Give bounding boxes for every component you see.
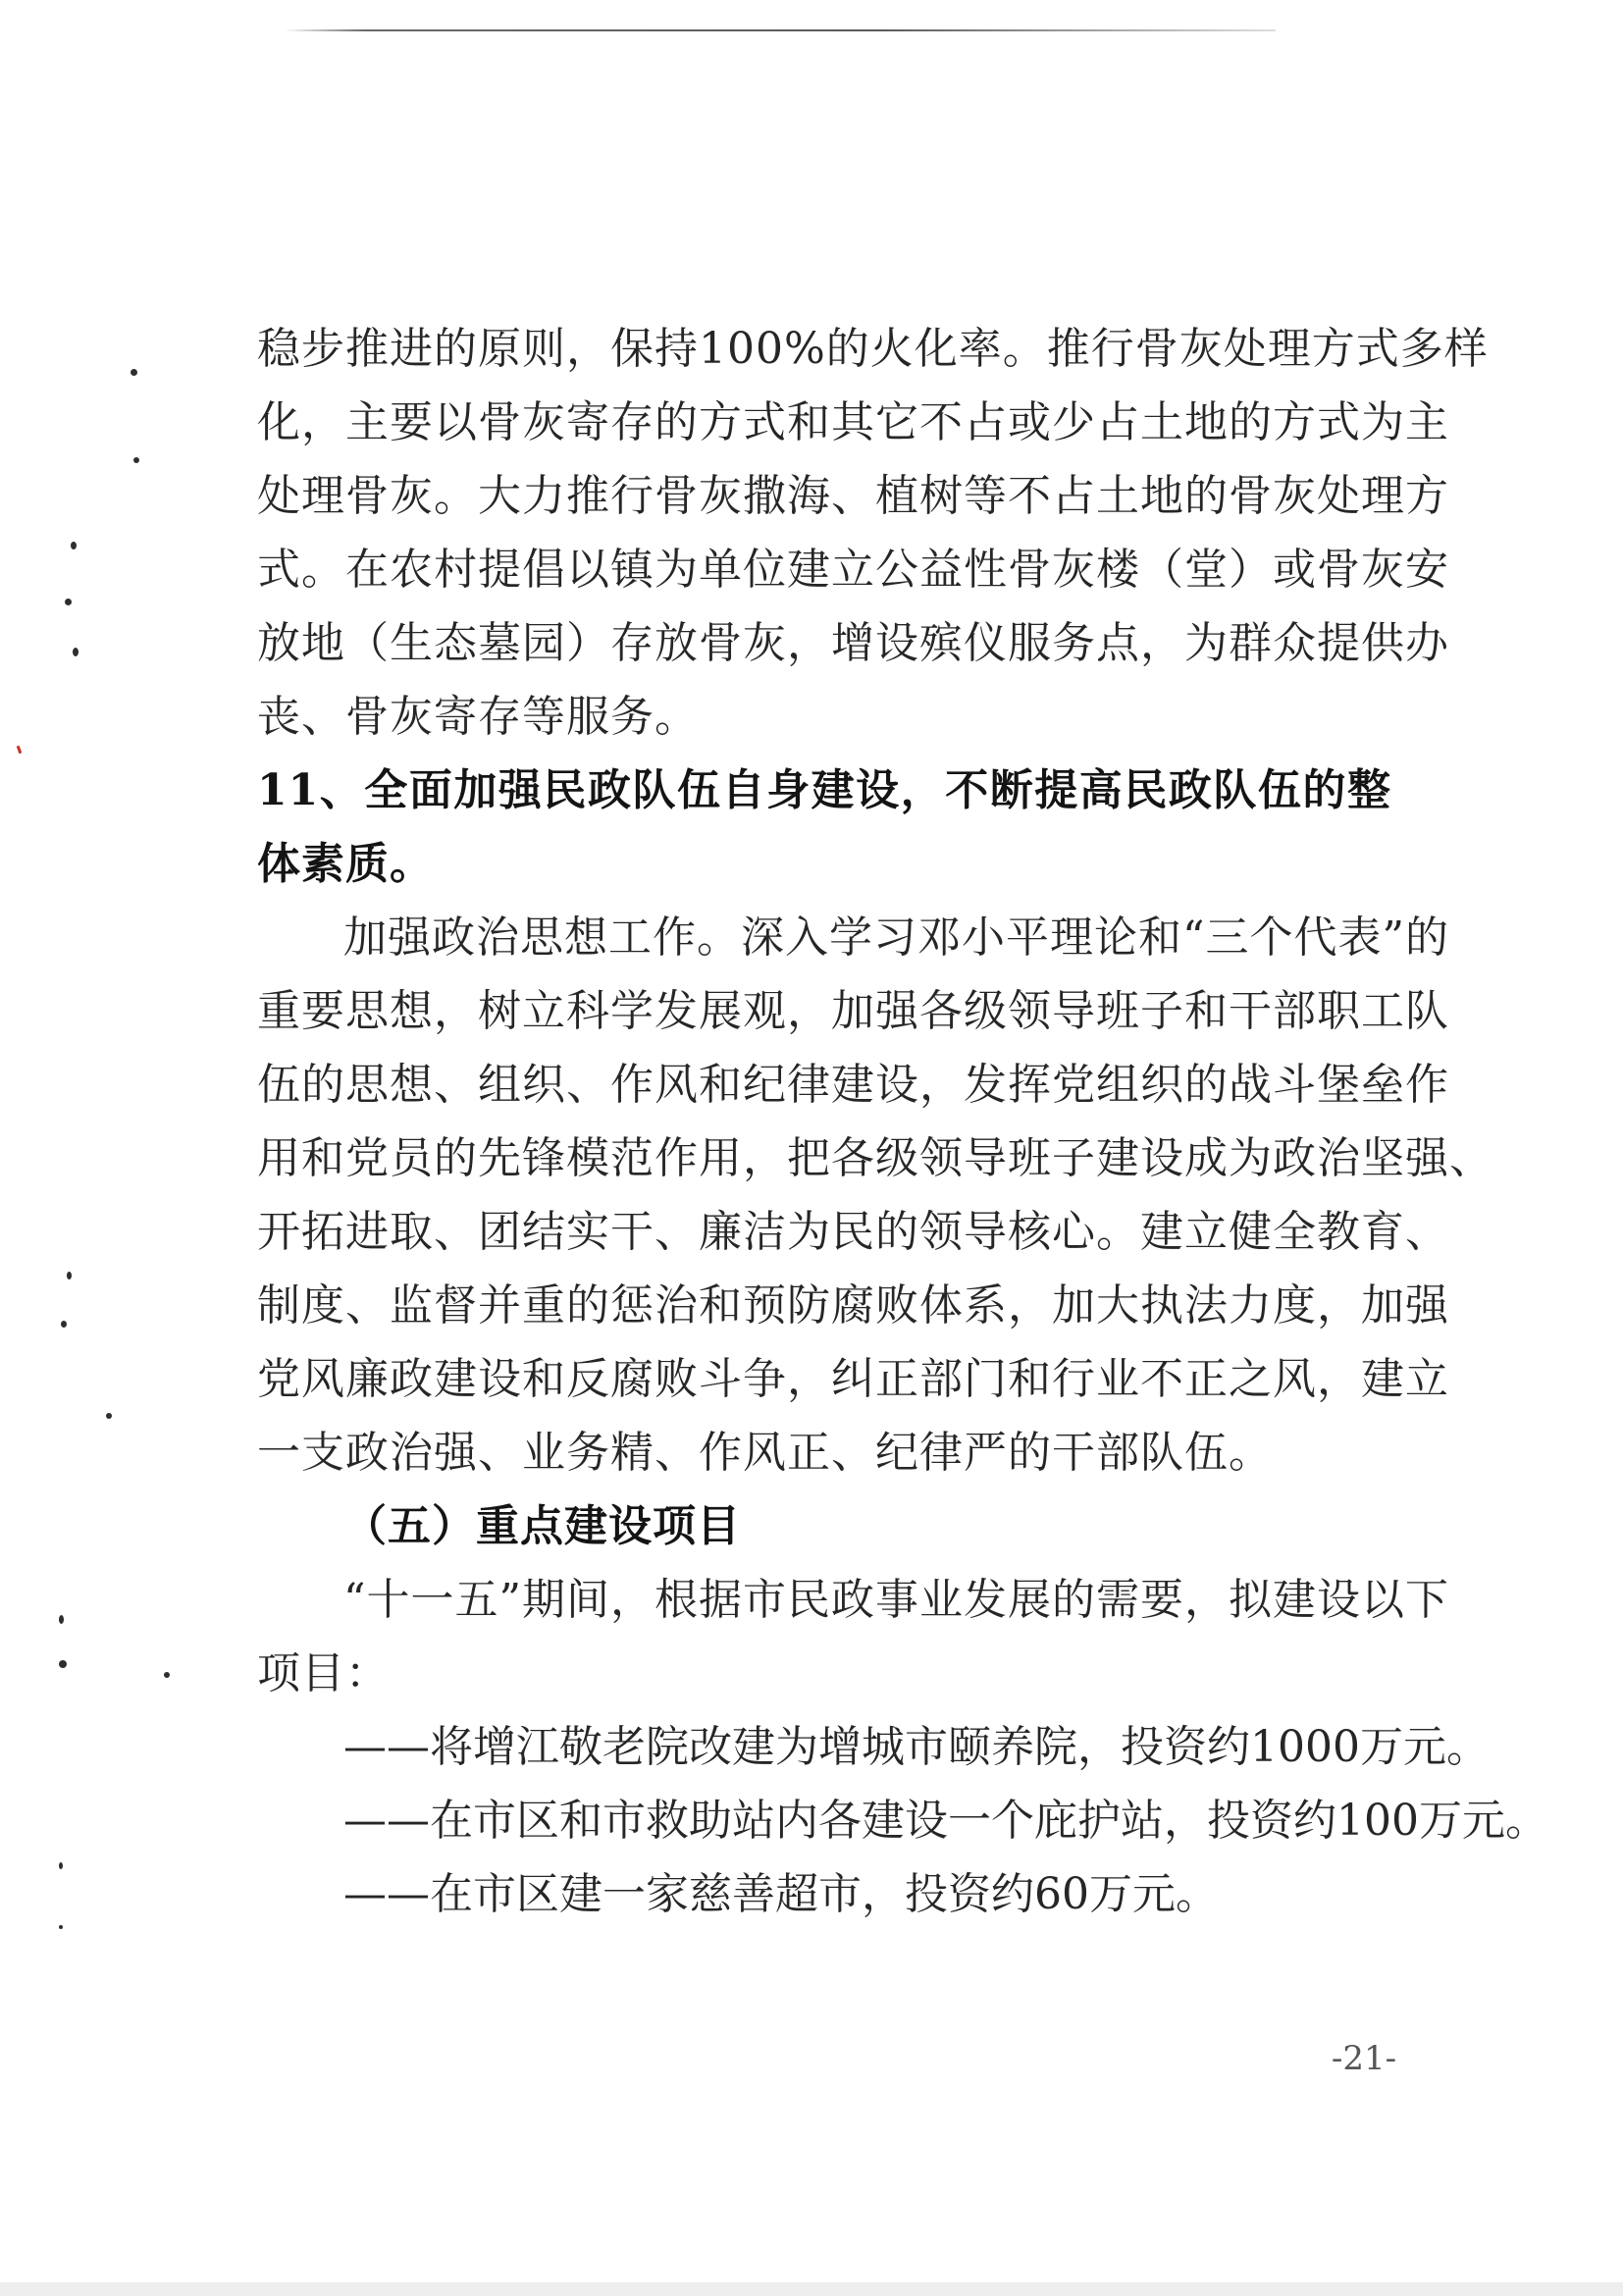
body-line: 式。在农村提倡以镇为单位建立公益性骨灰楼（堂）或骨灰安 bbox=[257, 545, 1449, 595]
body-line: 处理骨灰。大力推行骨灰撒海、植树等不占土地的骨灰处理方 bbox=[257, 471, 1449, 521]
body-line: 加强政治思想工作。深入学习邓小平理论和“三个代表”的 bbox=[343, 913, 1449, 963]
section-heading: 体素质。 bbox=[257, 839, 434, 889]
list-item: ——在市区建一家慈善超市，投资约60万元。 bbox=[343, 1869, 1219, 1919]
document-body bbox=[257, 312, 1548, 1931]
body-line: 丧、骨灰寄存等服务。 bbox=[257, 692, 699, 742]
scan-red-mark bbox=[17, 746, 23, 755]
body-line: 党风廉政建设和反腐败斗争，纠正部门和行业不正之风，建立 bbox=[257, 1354, 1449, 1404]
scan-speck bbox=[133, 457, 139, 463]
scan-speck bbox=[67, 1272, 72, 1279]
scan-speck bbox=[61, 1321, 67, 1328]
subheading: （五）重点建设项目 bbox=[343, 1501, 741, 1551]
scan-speck bbox=[131, 369, 137, 376]
body-line: 制度、监督并重的惩治和预防腐败体系，加大执法力度，加强 bbox=[257, 1280, 1449, 1331]
section-heading: 11、全面加强民政队伍自身建设，不断提高民政队伍的整 bbox=[257, 765, 1391, 815]
scan-speck bbox=[59, 1925, 63, 1929]
scan-speck bbox=[65, 599, 72, 605]
scan-bottom-edge bbox=[0, 2282, 1623, 2296]
scan-speck bbox=[71, 542, 77, 549]
scan-speck bbox=[73, 648, 79, 656]
page-number: -21- bbox=[1331, 2039, 1397, 2078]
body-line: 稳步推进的原则，保持100%的火化率。推行骨灰处理方式多样 bbox=[257, 324, 1489, 374]
list-item: ——将增江敬老院改建为增城市颐养院，投资约1000万元。 bbox=[343, 1722, 1490, 1772]
body-line: 开拓进取、团结实干、廉洁为民的领导核心。建立健全教育、 bbox=[257, 1207, 1449, 1257]
body-line: 化，主要以骨灰寄存的方式和其它不占或少占土地的方式为主 bbox=[257, 397, 1449, 447]
top-scan-rule bbox=[285, 29, 1276, 31]
body-line: 一支政治强、业务精、作风正、纪律严的干部队伍。 bbox=[257, 1428, 1273, 1478]
scan-speck bbox=[59, 1615, 64, 1624]
body-line: 伍的思想、组织、作风和纪律建设，发挥党组织的战斗堡垒作 bbox=[257, 1060, 1449, 1110]
scan-speck bbox=[59, 1862, 63, 1869]
scan-speck bbox=[106, 1413, 112, 1419]
scan-speck bbox=[59, 1660, 67, 1668]
body-line: “十一五”期间，根据市民政事业发展的需要，拟建设以下 bbox=[343, 1575, 1449, 1625]
body-line: 用和党员的先锋模范作用，把各级领导班子建设成为政治坚强、 bbox=[257, 1133, 1493, 1183]
body-line: 项目： bbox=[257, 1648, 390, 1698]
scan-speck bbox=[164, 1672, 170, 1678]
body-line: 放地（生态墓园）存放骨灰，增设殡仪服务点，为群众提供办 bbox=[257, 618, 1449, 668]
list-item: ——在市区和市救助站内各建设一个庇护站，投资约100万元。 bbox=[343, 1796, 1548, 1846]
body-line: 重要思想，树立科学发展观，加强各级领导班子和干部职工队 bbox=[257, 986, 1449, 1036]
